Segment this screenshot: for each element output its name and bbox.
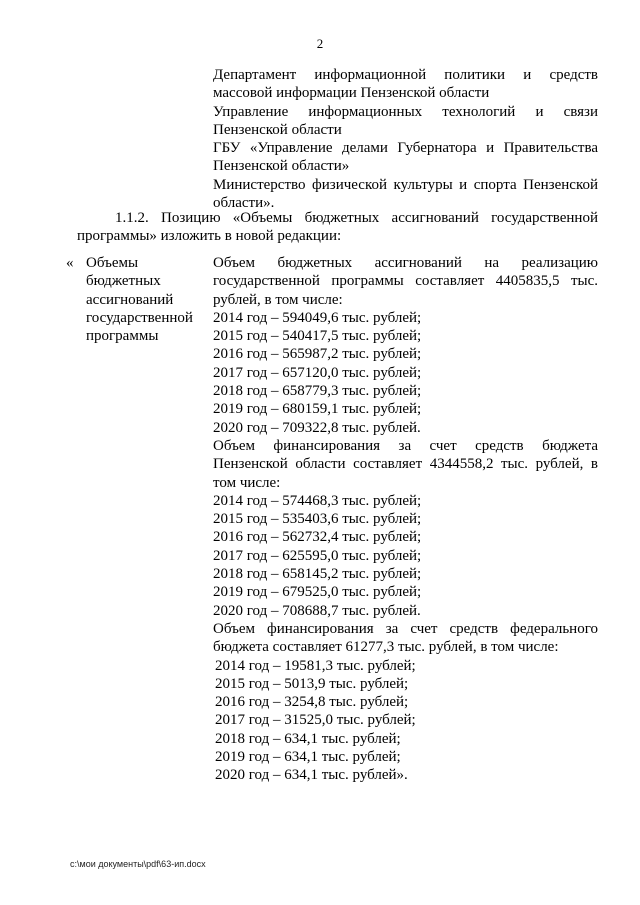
regional-year-line: 2015 год – 535403,6 тыс. рублей; bbox=[213, 511, 422, 528]
agency-governor-affairs: ГБУ «Управление делами Губернатора и Правительства Пензенской области» bbox=[213, 140, 598, 175]
total-intro: Объем бюджетных ассигнований на реализацию государственной программы составляет 4405835,5 тыс. рублей, в том числе: bbox=[213, 255, 598, 308]
budget-content bbox=[213, 254, 598, 785]
federal-year-line: 2020 год – 634,1 тыс. рублей». bbox=[215, 767, 408, 784]
agency-info-policy: Департамент информационной политики и средств массовой информации Пензенской области bbox=[213, 67, 598, 102]
regional-year-line: 2014 год – 574468,3 тыс. рублей; bbox=[213, 492, 422, 509]
total-year-line: 2015 год – 540417,5 тыс. рублей; bbox=[213, 328, 422, 345]
total-year-line: 2018 год – 658779,3 тыс. рублей; bbox=[213, 383, 422, 400]
federal-intro: Объем финансирования за счет средств федерального бюджета составляет 61277,3 тыс. рублей, в том числе: bbox=[213, 620, 598, 656]
total-year-line: 2014 год – 594049,6 тыс. рублей; bbox=[213, 309, 422, 326]
regional-year-line: 2018 год – 658145,2 тыс. рублей; bbox=[213, 566, 422, 583]
regional-year-line: 2017 год – 625595,0 тыс. рублей; bbox=[213, 547, 422, 564]
responsible-agencies bbox=[213, 66, 598, 212]
total-year-line: 2020 год – 709322,8 тыс. рублей. bbox=[213, 419, 421, 436]
regional-year-line: 2019 год – 679525,0 тыс. рублей; bbox=[213, 584, 422, 601]
total-year-line: 2016 год – 565987,2 тыс. рублей; bbox=[213, 346, 422, 363]
page-number: 2 bbox=[316, 36, 324, 51]
agency-sports-ministry: Министерство физической культуры и спорта Пензенской области». bbox=[213, 176, 598, 212]
federal-year-line: 2017 год – 31525,0 тыс. рублей; bbox=[215, 712, 416, 729]
regional-year-line: 2020 год – 708688,7 тыс. рублей. bbox=[213, 602, 421, 619]
quote-open-mark: « bbox=[66, 255, 74, 271]
agency-it-communications: Управление информационных технологий и связи Пензенской области bbox=[213, 103, 598, 138]
row-label: Объемы бюджетных ассигнований государственной программы bbox=[86, 255, 193, 345]
total-year-line: 2019 год – 680159,1 тыс. рублей; bbox=[213, 401, 422, 418]
regional-intro: Объем финансирования за счет средств бюджета Пензенской области составляет 4344558,2 тыс. рублей, в том числе: bbox=[213, 437, 598, 491]
federal-year-line: 2015 год – 5013,9 тыс. рублей; bbox=[215, 675, 409, 692]
federal-year-line: 2016 год – 3254,8 тыс. рублей; bbox=[215, 694, 409, 711]
federal-year-line: 2019 год – 634,1 тыс. рублей; bbox=[215, 749, 401, 766]
section-intro: 1.1.2. Позицию «Объемы бюджетных ассигнований государственной программы» изложить в новой редакции: bbox=[77, 210, 598, 245]
federal-year-line: 2018 год – 634,1 тыс. рублей; bbox=[215, 730, 401, 747]
total-year-line: 2017 год – 657120,0 тыс. рублей; bbox=[213, 364, 422, 381]
footer-file-path: c:\мои документы\pdf\63-ип.docx bbox=[70, 859, 206, 869]
regional-year-line: 2016 год – 562732,4 тыс. рублей; bbox=[213, 529, 422, 546]
federal-year-line: 2014 год – 19581,3 тыс. рублей; bbox=[215, 657, 416, 674]
